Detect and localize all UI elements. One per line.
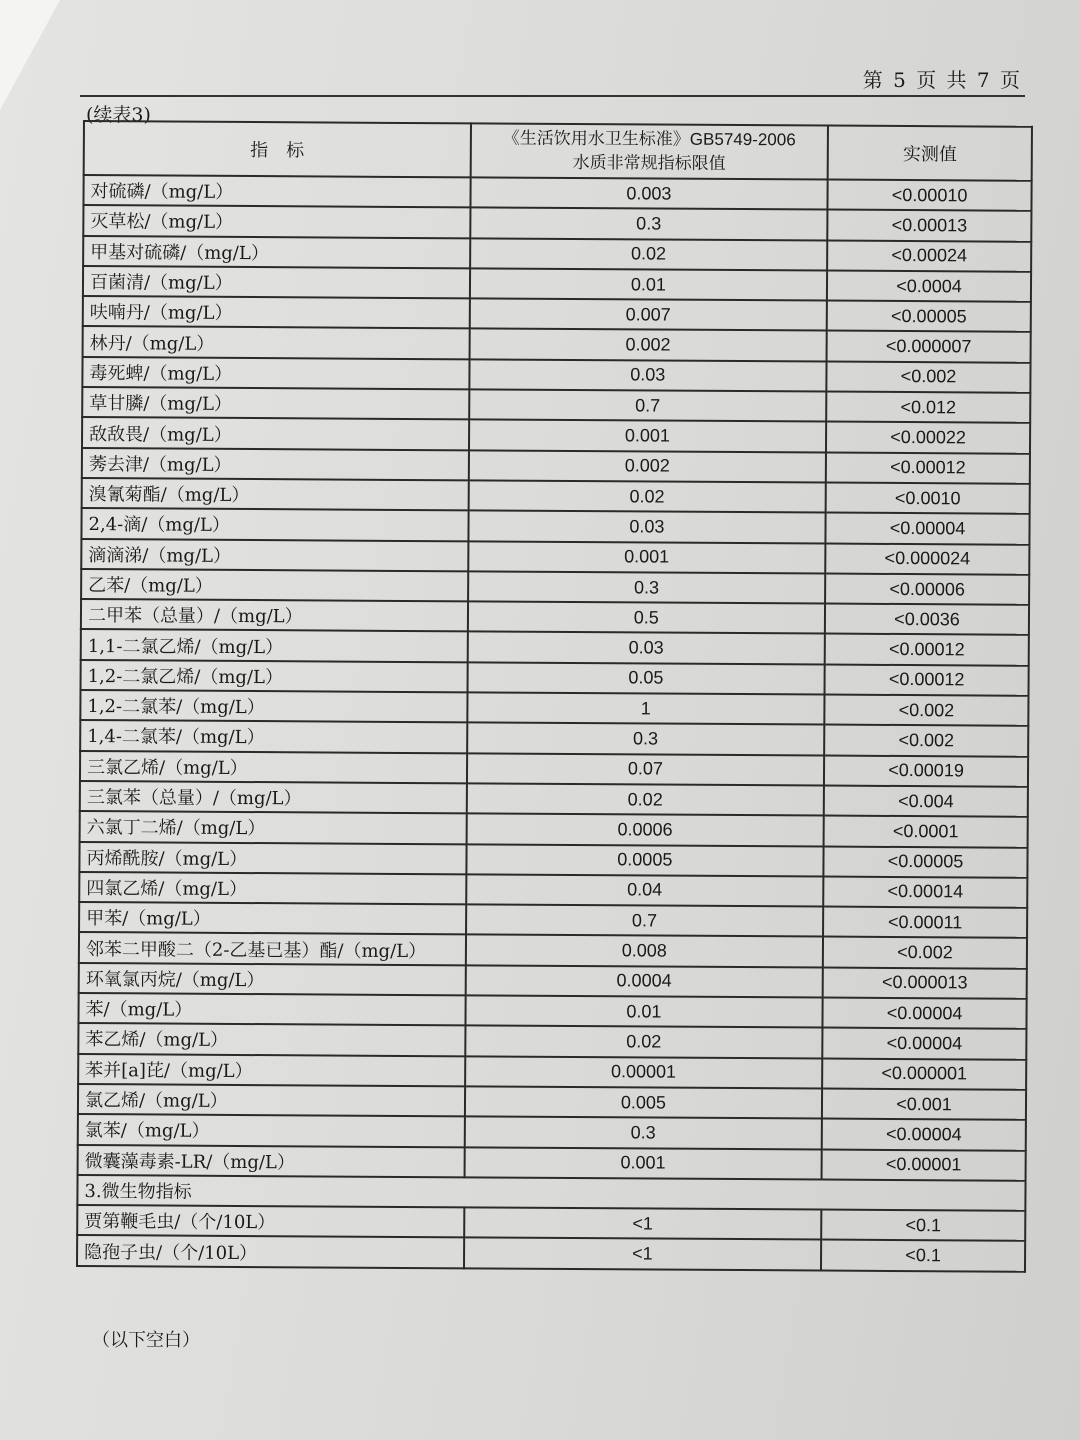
limit-cell: <1	[464, 1207, 822, 1239]
indicator-cell: 贾第鞭毛虫/（个/10L）	[77, 1205, 464, 1238]
limit-cell: 0.02	[465, 1026, 823, 1058]
indicator-cell: 三氯苯（总量）/（mg/L）	[80, 781, 467, 814]
indicator-cell: 林丹/（mg/L）	[83, 326, 470, 359]
indicator-cell: 呋喃丹/（mg/L）	[83, 296, 470, 329]
measured-cell: <0.00010	[828, 180, 1032, 212]
indicator-cell: 草甘膦/（mg/L）	[82, 387, 469, 420]
header-standard-line1: 《生活饮用水卫生标准》GB5749-2006	[502, 128, 796, 150]
limit-cell: 0.03	[469, 359, 827, 391]
measured-cell: <0.002	[826, 361, 1030, 393]
limit-cell: 0.3	[470, 208, 828, 240]
measured-cell: <0.000007	[827, 331, 1031, 363]
measured-cell: <0.1	[821, 1240, 1025, 1272]
indicator-cell: 六氯丁二烯/（mg/L）	[80, 811, 467, 844]
limit-cell: 1	[467, 692, 825, 724]
limit-cell: 0.03	[468, 511, 826, 543]
measured-cell: <0.00011	[823, 907, 1027, 939]
measured-cell: <0.1	[821, 1210, 1025, 1242]
indicator-cell: 1,2-二氯苯/（mg/L）	[80, 690, 467, 723]
indicator-cell: 苯并[a]芘/（mg/L）	[78, 1054, 465, 1087]
page-number: 第 5 页 共 7 页	[863, 64, 1022, 97]
indicator-cell: 对硫磷/（mg/L）	[83, 175, 470, 208]
measured-cell: <0.000024	[825, 543, 1029, 575]
measured-cell: <0.000013	[823, 967, 1027, 999]
limit-cell: 0.3	[468, 571, 826, 603]
indicator-cell: 氯乙烯/（mg/L）	[78, 1084, 465, 1117]
limit-cell: 0.005	[465, 1086, 823, 1118]
measured-cell: <0.00012	[825, 664, 1029, 696]
limit-cell: 0.00001	[465, 1056, 823, 1088]
indicator-cell: 乙苯/（mg/L）	[81, 569, 468, 602]
results-table	[76, 120, 1033, 1272]
measured-cell: <0.00004	[822, 1028, 1026, 1060]
limit-cell: 0.3	[467, 723, 825, 755]
indicator-cell: 丙烯酰胺/（mg/L）	[79, 842, 466, 875]
measured-cell: <0.0001	[824, 816, 1028, 848]
indicator-cell: 溴氰菊酯/（mg/L）	[82, 478, 469, 511]
measured-cell: <0.004	[824, 785, 1028, 817]
measured-cell: <0.00012	[825, 634, 1029, 666]
paper-corner	[0, 0, 60, 110]
continuation-label: (续表3)	[86, 104, 151, 126]
measured-cell: <0.00005	[823, 846, 1027, 878]
limit-cell: 0.7	[469, 389, 827, 421]
limit-cell: 0.0006	[466, 814, 824, 846]
measured-cell: <0.0004	[827, 270, 1031, 302]
indicator-cell: 毒死蜱/（mg/L）	[82, 357, 469, 390]
measured-cell: <0.001	[822, 1088, 1026, 1120]
measured-cell: <0.00022	[826, 422, 1030, 454]
header-rule	[80, 95, 1025, 97]
measured-cell: <0.00024	[827, 240, 1031, 272]
indicator-cell: 2,4-滴/（mg/L）	[81, 508, 468, 541]
limit-cell: 0.007	[469, 299, 827, 331]
limit-cell: 0.05	[467, 662, 825, 694]
limit-cell: 0.7	[466, 904, 824, 936]
indicator-cell: 甲基对硫磷/（mg/L）	[83, 236, 470, 269]
limit-cell: 0.02	[468, 480, 826, 512]
measured-cell: <0.002	[823, 937, 1027, 969]
measured-cell: <0.00012	[826, 452, 1030, 484]
indicator-cell: 苯乙烯/（mg/L）	[78, 1023, 465, 1056]
measured-cell: <0.00006	[825, 573, 1029, 605]
measured-cell: <0.000001	[822, 1058, 1026, 1090]
measured-cell: <0.00014	[823, 876, 1027, 908]
measured-cell: <0.00001	[822, 1149, 1026, 1181]
limit-cell: 0.04	[466, 874, 824, 906]
indicator-cell: 邻苯二甲酸二（2-乙基已基）酯/（mg/L）	[79, 932, 466, 965]
measured-cell: <0.00019	[824, 755, 1028, 787]
indicator-cell: 二甲苯（总量）/（mg/L）	[81, 599, 468, 632]
table-header	[84, 121, 1032, 181]
indicator-cell: 莠去津/（mg/L）	[82, 448, 469, 481]
indicator-cell: 1,2-二氯乙烯/（mg/L）	[81, 660, 468, 693]
measured-cell: <0.00004	[823, 998, 1027, 1030]
limit-cell: 0.01	[470, 268, 828, 300]
limit-cell: 0.5	[468, 602, 826, 634]
measured-cell: <0.0010	[826, 483, 1030, 515]
header-measured: 实测值	[828, 126, 1032, 181]
measured-cell: <0.002	[824, 695, 1028, 727]
footer-note: （以下空白）	[92, 1330, 200, 1351]
limit-cell: 0.001	[469, 420, 827, 452]
header-standard	[470, 123, 828, 179]
limit-cell: <1	[464, 1238, 822, 1270]
indicator-cell: 甲苯/（mg/L）	[79, 902, 466, 935]
limit-cell: 0.001	[464, 1147, 822, 1179]
header-indicator: 指 标	[84, 121, 471, 177]
limit-cell: 0.001	[468, 541, 826, 573]
indicator-cell: 三氯乙烯/（mg/L）	[80, 751, 467, 784]
measured-cell: <0.012	[826, 392, 1030, 424]
indicator-cell: 环氧氯丙烷/（mg/L）	[79, 963, 466, 996]
limit-cell: 0.0004	[465, 965, 823, 997]
limit-cell: 0.02	[470, 238, 828, 270]
indicator-cell: 苯/（mg/L）	[78, 993, 465, 1026]
limit-cell: 0.01	[465, 995, 823, 1027]
table-row	[77, 1235, 1025, 1271]
indicator-cell: 隐孢子虫/（个/10L）	[77, 1235, 464, 1268]
indicator-cell: 氯苯/（mg/L）	[78, 1114, 465, 1147]
section-title: 3.微生物指标	[77, 1175, 1025, 1211]
indicator-cell: 灭草松/（mg/L）	[83, 205, 470, 238]
header-standard-line2: 水质非常规指标限值	[572, 152, 726, 173]
limit-cell: 0.03	[467, 632, 825, 664]
measured-cell: <0.00004	[826, 513, 1030, 545]
limit-cell: 0.003	[470, 177, 828, 209]
indicator-cell: 微囊藻毒素-LR/（mg/L）	[78, 1144, 465, 1177]
measured-cell: <0.002	[824, 725, 1028, 757]
indicator-cell: 敌敌畏/（mg/L）	[82, 417, 469, 450]
limit-cell: 0.002	[469, 329, 827, 361]
limit-cell: 0.02	[466, 783, 824, 815]
limit-cell: 0.008	[465, 935, 823, 967]
indicator-cell: 1,1-二氯乙烯/（mg/L）	[81, 629, 468, 662]
indicator-cell: 四氯乙烯/（mg/L）	[79, 872, 466, 905]
limit-cell: 0.07	[467, 753, 825, 785]
limit-cell: 0.0005	[466, 844, 824, 876]
measured-cell: <0.0036	[825, 604, 1029, 636]
indicator-cell: 百菌清/（mg/L）	[83, 266, 470, 299]
indicator-cell: 滴滴涕/（mg/L）	[81, 539, 468, 572]
measured-cell: <0.00005	[827, 301, 1031, 333]
measured-cell: <0.00013	[827, 210, 1031, 242]
indicator-cell: 1,4-二氯苯/（mg/L）	[80, 720, 467, 753]
limit-cell: 0.3	[464, 1117, 822, 1149]
limit-cell: 0.002	[468, 450, 826, 482]
measured-cell: <0.00004	[822, 1119, 1026, 1151]
